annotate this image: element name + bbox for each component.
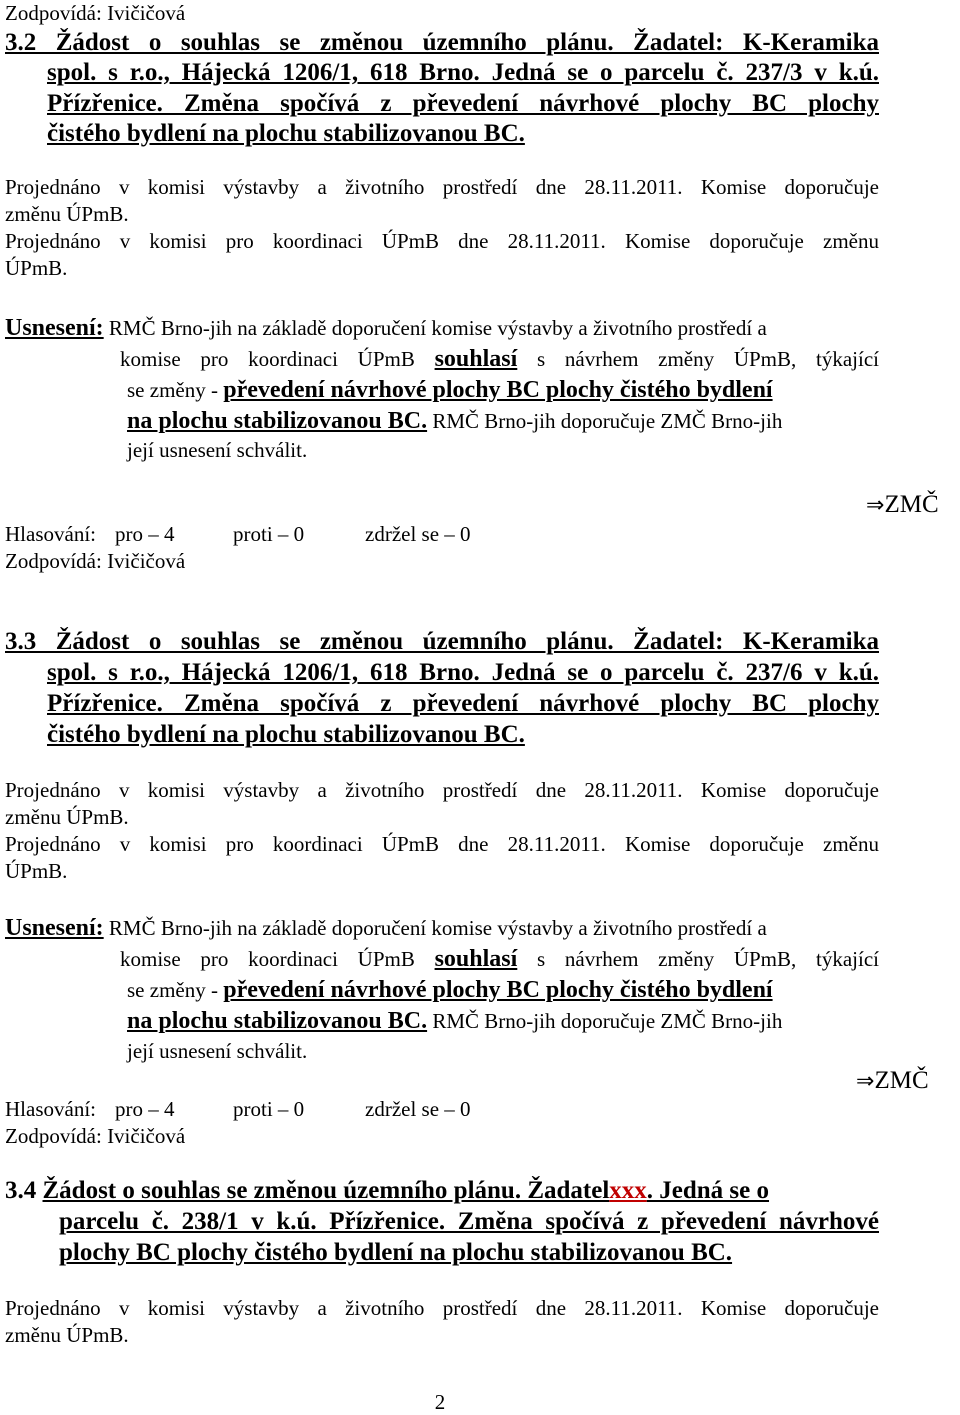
committee-note-1: Projednáno v komisi výstavby a životního prostředí dne 28.11.2011. Komise doporučuje	[5, 1296, 879, 1320]
vote-for: pro – 4	[115, 522, 175, 546]
resolution-label: Usnesení:	[5, 915, 104, 941]
resolution-text: komise pro koordinaci ÚPmB	[120, 347, 415, 371]
resolution-text: se změny -	[127, 378, 218, 402]
resolution-change: na plochu stabilizovanou BC.	[127, 408, 428, 434]
responsible-person: Zodpovídá: Ivičičová	[5, 1, 186, 25]
responsible-person: Zodpovídá: Ivičičová	[5, 1124, 186, 1148]
committee-note-2: Projednáno v komisi pro koordinaci ÚPmB dne 28.11.2011. Komise doporučuje změnu	[5, 832, 879, 856]
vote-abstain: zdržel se – 0	[365, 522, 471, 546]
section-title-text: Žádost o souhlas se změnou územního plánu. Žadatel	[42, 1177, 610, 1204]
zmc-reference	[856, 1066, 929, 1097]
vote-for: pro – 4	[115, 1097, 175, 1121]
redacted-applicant: xxx	[609, 1177, 647, 1204]
resolution-approves: souhlasí	[434, 946, 518, 972]
resolution-text: RMČ Brno-jih na základě doporučení komise výstavby a životního prostředí a	[108, 316, 767, 340]
resolution-label: Usnesení:	[5, 315, 104, 341]
committee-note-1-cont: změnu ÚPmB.	[5, 1323, 129, 1347]
committee-note-2-cont: ÚPmB.	[5, 859, 68, 883]
vote-line	[5, 1096, 471, 1122]
resolution-line-5: její usnesení schválit.	[127, 1039, 308, 1063]
committee-note-2-cont: ÚPmB.	[5, 256, 68, 280]
resolution-line-2	[120, 946, 879, 972]
resolution-approves: souhlasí	[434, 346, 518, 372]
resolution-line-2	[120, 346, 879, 372]
resolution-text: s návrhem změny ÚPmB, týkající	[537, 347, 879, 371]
resolution-change: na plochu stabilizovanou BC.	[127, 1008, 428, 1034]
committee-note-1-cont: změnu ÚPmB.	[5, 202, 129, 226]
section-3-3-title-line-2: spol. s r.o., Hájecká 1206/1, 618 Brno. Jedná se o parcelu č. 237/6 v k.ú.	[47, 659, 879, 686]
resolution-text: komise pro koordinaci ÚPmB	[120, 947, 415, 971]
section-3-2-title-line-2: spol. s r.o., Hájecká 1206/1, 618 Brno. Jedná se o parcelu č. 237/3 v k.ú.	[47, 59, 879, 86]
section-3-3-title-line-4: čistého bydlení na plochu stabilizovanou BC.	[47, 721, 525, 748]
resolution-text: RMČ Brno-jih doporučuje ZMČ Brno-jih	[432, 409, 783, 433]
resolution-change: převedení návrhové plochy BC plochy čistého bydlení	[223, 377, 773, 403]
section-3-2-title-line-3: Přízřenice. Změna spočívá z převedení návrhové plochy BC plochy	[47, 90, 879, 117]
section-3-3-title-line-1: 3.3 Žádost o souhlas se změnou územního plánu. Žadatel: K-Keramika	[5, 628, 879, 655]
vote-against: proti – 0	[233, 1097, 305, 1121]
section-3-2-title-line-1: 3.2 Žádost o souhlas se změnou územního plánu. Žadatel: K-Keramika	[5, 29, 879, 56]
committee-note-1: Projednáno v komisi výstavby a životního prostředí dne 28.11.2011. Komise doporučuje	[5, 778, 879, 802]
resolution-line-1	[5, 315, 879, 341]
zmc-label: ZMČ	[884, 491, 939, 518]
resolution-line-1	[5, 915, 879, 941]
page-number: 2	[434, 1390, 446, 1414]
vote-label: Hlasování:	[5, 1097, 96, 1121]
resolution-line-5: její usnesení schválit.	[127, 438, 308, 462]
committee-note-1: Projednáno v komisi výstavby a životního prostředí dne 28.11.2011. Komise doporučuje	[5, 175, 879, 199]
resolution-line-4	[127, 408, 782, 434]
resolution-line-3	[127, 377, 773, 403]
resolution-text: RMČ Brno-jih na základě doporučení komise výstavby a životního prostředí a	[108, 916, 767, 940]
committee-note-2: Projednáno v komisi pro koordinaci ÚPmB dne 28.11.2011. Komise doporučuje změnu	[5, 229, 879, 253]
section-number: 3.4	[5, 1177, 37, 1204]
resolution-change: převedení návrhové plochy BC plochy čistého bydlení	[223, 977, 773, 1003]
vote-line	[5, 521, 471, 547]
resolution-text: RMČ Brno-jih doporučuje ZMČ Brno-jih	[432, 1009, 783, 1033]
resolution-text: se změny -	[127, 978, 218, 1002]
section-title-text: . Jedná se o	[646, 1177, 770, 1204]
resolution-line-4	[127, 1008, 782, 1034]
resolution-text: s návrhem změny ÚPmB, týkající	[537, 947, 879, 971]
section-3-4-title-line-2: parcelu č. 238/1 v k.ú. Přízřenice. Změna spočívá z převedení návrhové	[59, 1208, 879, 1235]
zmc-label: ZMČ	[874, 1067, 929, 1094]
section-3-4-title-line-3: plochy BC plochy čistého bydlení na plochu stabilizovanou BC.	[59, 1239, 733, 1266]
section-3-3-title-line-3: Přízřenice. Změna spočívá z převedení návrhové plochy BC plochy	[47, 690, 879, 717]
double-right-arrow-icon: ⇒	[866, 493, 885, 518]
vote-label: Hlasování:	[5, 522, 96, 546]
vote-abstain: zdržel se – 0	[365, 1097, 471, 1121]
resolution-line-3	[127, 977, 773, 1003]
vote-against: proti – 0	[233, 522, 305, 546]
committee-note-1-cont: změnu ÚPmB.	[5, 805, 129, 829]
section-3-2-title-line-4: čistého bydlení na plochu stabilizovanou BC.	[47, 120, 525, 147]
zmc-reference	[866, 490, 939, 521]
double-right-arrow-icon: ⇒	[856, 1069, 875, 1094]
responsible-person: Zodpovídá: Ivičičová	[5, 549, 186, 573]
section-3-4-title-line-1	[5, 1176, 879, 1206]
